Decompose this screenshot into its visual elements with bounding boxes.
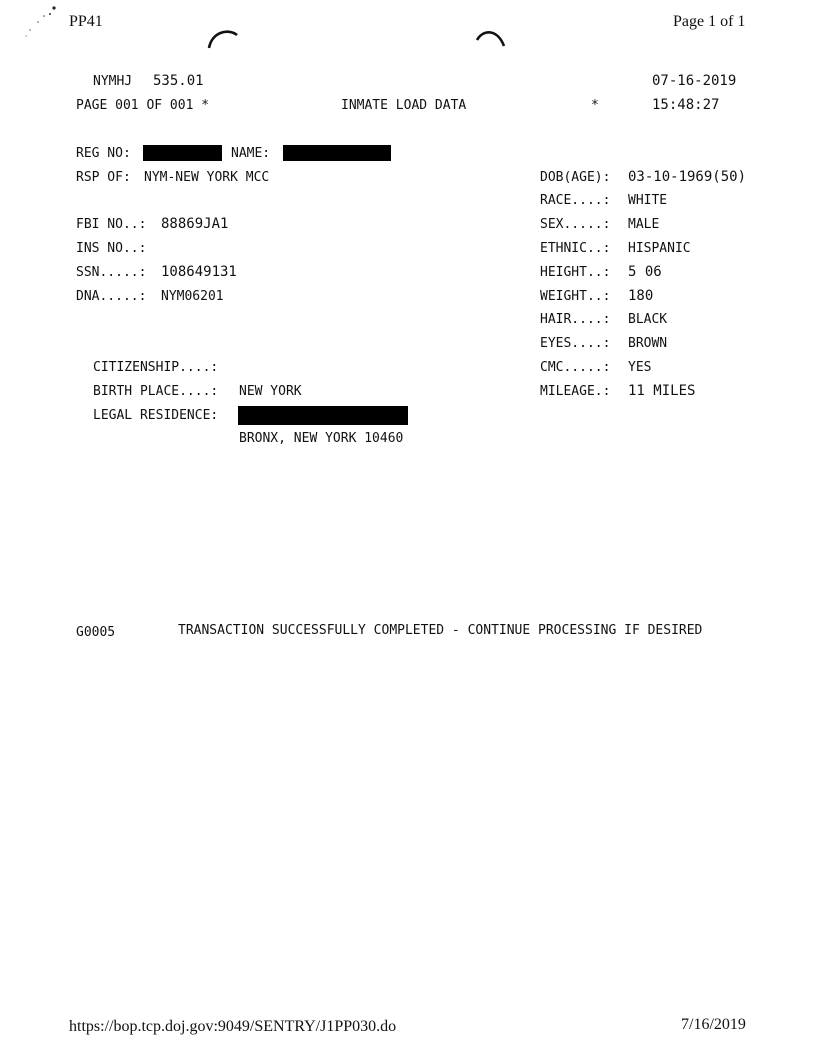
ethnic-label: ETHNIC..: [540, 241, 611, 256]
form-code: PP41 [69, 13, 103, 30]
eyes-value: BROWN [628, 336, 668, 351]
screen-title: INMATE LOAD DATA [341, 98, 467, 113]
cmc-value: YES [628, 360, 652, 375]
legal-residence-line2: BRONX, NEW YORK 10460 [239, 431, 404, 446]
dna-value: NYM06201 [161, 289, 224, 304]
status-code: G0005 [76, 625, 116, 640]
scan-speck-mark [20, 4, 60, 44]
sex-label: SEX.....: [540, 217, 611, 232]
dob-label: DOB(AGE): [540, 170, 611, 185]
hair-label: HAIR....: [540, 312, 611, 327]
birth-place-value: NEW YORK [239, 384, 302, 399]
ins-no-label: INS NO..: [76, 241, 147, 256]
birth-place-label: BIRTH PLACE....: [93, 384, 219, 399]
sex-value: MALE [628, 217, 660, 232]
mileage-label: MILEAGE.: [540, 384, 611, 399]
page-indicator: Page 1 of 1 [673, 13, 746, 30]
fbi-no-value: 88869JA1 [161, 216, 229, 232]
report-time: 15:48:27 [652, 97, 720, 113]
eyes-label: EYES....: [540, 336, 611, 351]
hair-value: BLACK [628, 312, 668, 327]
page-line: PAGE 001 OF 001 * [76, 98, 210, 113]
fbi-no-label: FBI NO..: [76, 217, 147, 232]
legal-residence-redaction [238, 406, 408, 425]
version: 535.01 [153, 73, 204, 89]
system-id: NYMHJ [93, 74, 133, 89]
status-message: TRANSACTION SUCCESSFULLY COMPLETED - CONTINUE PROCESSING IF DESIRED [178, 623, 703, 638]
ssn-value: 108649131 [161, 264, 237, 280]
title-star: * [591, 98, 599, 113]
name-redaction [283, 145, 391, 161]
legal-residence-label: LEGAL RESIDENCE: [93, 408, 219, 423]
rsp-of-label: RSP OF: [76, 170, 131, 185]
cmc-label: CMC.....: [540, 360, 611, 375]
dna-label: DNA.....: [76, 289, 147, 304]
reg-no-label: REG NO: [76, 146, 131, 161]
punch-mark-right [474, 28, 508, 52]
rsp-of-value: NYM-NEW YORK MCC [144, 170, 270, 185]
race-label: RACE....: [540, 193, 611, 208]
reg-no-redaction [143, 145, 222, 161]
height-value: 5 06 [628, 264, 662, 280]
height-label: HEIGHT..: [540, 265, 611, 280]
weight-value: 180 [628, 288, 654, 304]
ethnic-value: HISPANIC [628, 241, 691, 256]
footer-url: https://bop.tcp.doj.gov:9049/SENTRY/J1PP030.do [69, 1018, 397, 1035]
weight-label: WEIGHT..: [540, 289, 611, 304]
punch-mark-left [206, 26, 240, 50]
race-value: WHITE [628, 193, 668, 208]
dob-value: 03-10-1969(50) [628, 169, 747, 185]
footer-date: 7/16/2019 [681, 1016, 746, 1033]
ssn-label: SSN.....: [76, 265, 147, 280]
name-label: NAME: [231, 146, 271, 161]
citizenship-label: CITIZENSHIP....: [93, 360, 219, 375]
mileage-value: 11 MILES [628, 383, 696, 399]
report-date: 07-16-2019 [652, 73, 737, 89]
